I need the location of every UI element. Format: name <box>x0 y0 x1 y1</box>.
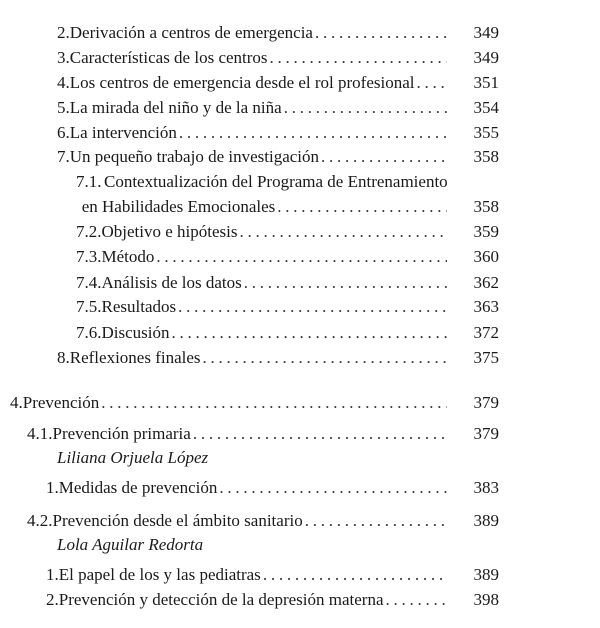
toc-entry-number: 7.2. <box>76 222 102 241</box>
dot-leader <box>284 97 447 119</box>
dot-leader <box>305 510 447 532</box>
dot-leader <box>386 589 447 611</box>
toc-entry-page: 362 <box>473 273 499 292</box>
toc-entry-title: Discusión <box>101 323 170 342</box>
toc-entry-number: 4.1. <box>27 424 53 443</box>
toc-entry-number: 7.1. <box>76 172 102 191</box>
toc-entry-title: Reflexiones finales <box>69 348 201 367</box>
toc-entry-page: 383 <box>473 478 499 497</box>
toc-entry[interactable] <box>57 347 499 369</box>
toc-entry[interactable] <box>76 272 499 294</box>
toc-entry-title: Los centros de emergencia desde el rol profesional <box>69 73 415 92</box>
toc-entry-page: 359 <box>473 222 499 241</box>
toc-entry-number: 7.5. <box>76 297 102 316</box>
toc-entry-page: 358 <box>473 197 499 216</box>
toc-entry[interactable] <box>57 146 499 168</box>
dot-leader <box>263 564 447 586</box>
toc-entry-title: La intervención <box>69 123 177 142</box>
dot-leader <box>178 296 447 318</box>
toc-entry-number: 4.2. <box>27 511 53 530</box>
toc-entry-page: 349 <box>473 48 499 67</box>
dot-leader <box>321 146 447 168</box>
toc-entry[interactable] <box>27 510 499 532</box>
dot-leader <box>244 272 447 294</box>
toc-entry-number: 1. <box>46 478 59 497</box>
toc-entry-title: Objetivo e hipótesis <box>101 222 238 241</box>
dot-leader <box>277 196 447 218</box>
toc-entry[interactable] <box>57 122 499 144</box>
toc-entry-page: 360 <box>473 247 499 266</box>
toc-entry-title: Prevención <box>22 393 100 412</box>
dot-leader <box>172 322 448 344</box>
dot-leader <box>270 47 447 69</box>
toc-entry-number: 3. <box>57 48 70 67</box>
toc-entry-number: 7. <box>57 147 70 166</box>
toc-entry-number: 8. <box>57 348 70 367</box>
toc-entry-title: Resultados <box>101 297 177 316</box>
dot-leader <box>219 477 447 499</box>
toc-entry-page: 398 <box>473 590 499 609</box>
toc-entry[interactable] <box>76 196 499 218</box>
toc-entry-page: 355 <box>473 123 499 142</box>
toc-entry-page: 354 <box>473 98 499 117</box>
toc-entry[interactable] <box>57 72 499 94</box>
toc-entry[interactable] <box>46 477 499 499</box>
dot-leader <box>193 423 447 445</box>
toc-entry[interactable] <box>76 296 499 318</box>
toc-entry-author: Lola Aguilar Redorta <box>57 535 204 554</box>
toc-entry-page: 372 <box>473 323 499 342</box>
toc-entry-title: La mirada del niño y de la niña <box>69 98 282 117</box>
toc-entry-author: Liliana Orjuela López <box>57 448 209 467</box>
toc-entry-title: Análisis de los datos <box>101 273 242 292</box>
toc-entry[interactable] <box>27 423 499 445</box>
toc-entry-page: 379 <box>473 393 499 412</box>
dot-leader <box>239 221 447 243</box>
dot-leader <box>417 72 448 94</box>
toc-entry[interactable] <box>76 246 499 268</box>
toc-entry-title: Prevención desde el ámbito sanitario <box>52 511 303 530</box>
dot-leader <box>179 122 447 144</box>
toc-entry[interactable] <box>46 564 499 586</box>
toc-entry-page: 351 <box>473 73 499 92</box>
toc-entry-number: 7.4. <box>76 273 102 292</box>
dot-leader <box>315 22 447 44</box>
toc-entry-number: 4. <box>57 73 70 92</box>
toc-entry-page: 358 <box>473 147 499 166</box>
toc-entry[interactable] <box>57 47 499 69</box>
toc-entry-title: Prevención y detección de la depresión materna <box>58 590 384 609</box>
toc-entry[interactable] <box>57 97 499 119</box>
toc-entry-title: en Habilidades Emocionales <box>81 197 276 216</box>
dot-leader <box>101 392 447 414</box>
toc-entry-number: 7.3. <box>76 247 102 266</box>
toc-entry-number: 4. <box>10 393 23 412</box>
toc-entry-title-line <box>76 171 448 193</box>
toc-entry-page: 389 <box>473 565 499 584</box>
toc-entry[interactable] <box>76 221 499 243</box>
toc-entry-title: Un pequeño trabajo de investigación <box>69 147 320 166</box>
toc-entry-page: 349 <box>473 23 499 42</box>
toc-entry[interactable] <box>57 22 499 44</box>
toc-entry[interactable] <box>46 589 499 611</box>
dot-leader <box>203 347 447 369</box>
dot-leader <box>156 246 447 268</box>
toc-entry-page: 375 <box>473 348 499 367</box>
toc-entry-title: Características de los centros <box>69 48 268 67</box>
toc-entry-page: 379 <box>473 424 499 443</box>
toc-entry-number: 5. <box>57 98 70 117</box>
toc-entry-title: Medidas de prevención <box>58 478 218 497</box>
toc-entry[interactable] <box>10 392 499 414</box>
toc-entry-number: 2. <box>57 23 70 42</box>
toc-entry-title: Contextualización del Programa de Entrenamiento <box>104 172 448 191</box>
toc-entry-title: Método <box>101 247 155 266</box>
toc-entry[interactable] <box>76 322 499 344</box>
toc-entry-number: 2. <box>46 590 59 609</box>
toc-entry-title: Derivación a centros de emergencia <box>69 23 313 42</box>
toc-entry-page: 389 <box>473 511 499 530</box>
toc-entry-title: Prevención primaria <box>52 424 191 443</box>
toc-entry-number: 1. <box>46 565 59 584</box>
toc-entry-page: 363 <box>473 297 499 316</box>
toc-entry-title: El papel de los y las pediatras <box>58 565 261 584</box>
toc-entry-number: 6. <box>57 123 70 142</box>
toc-entry-number: 7.6. <box>76 323 102 342</box>
